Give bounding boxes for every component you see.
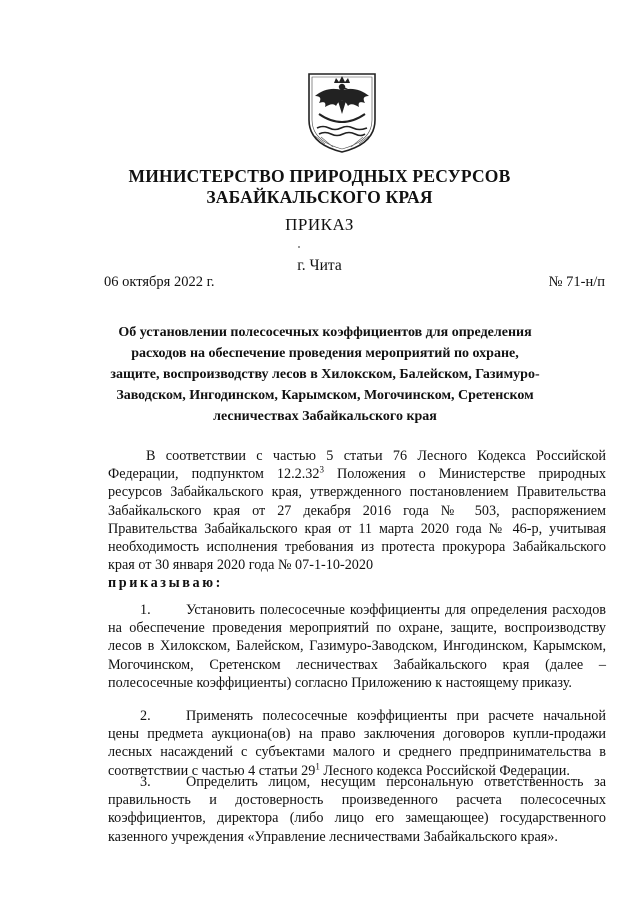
document-type: ПРИКАЗ: [285, 215, 354, 234]
item-number: 3.: [140, 774, 151, 790]
scan-speck: [298, 246, 300, 248]
item-text-after: Лесного кодекса Российской Федерации.: [319, 762, 570, 779]
preamble-superscript: 3: [319, 464, 324, 475]
item-text-before: Применять полесосечные коэффициенты при расчете начальной цены предмета аукциона(ов) на право заключения договоров купли-продажи лесных насаждений с субъектами малого и среднего предпринимательства в соответствии с частью 4 статьи 29: [108, 708, 606, 779]
city: г. Чита: [297, 257, 342, 274]
order-item-2: [108, 707, 606, 780]
preamble-paragraph: [108, 447, 606, 593]
item-text: Установить полесосечные коэффициенты для определения расходов на обеспечение проведения мероприятий по охране, защите, воспроизводству лесов в Хилокском, Балейском, Газимуро-Заводском, Ингодинском, Карымском, Могочинском, Сретенском лесничествах Забайкальского края (далее – полесосечные коэффициенты) согласно Приложению к настоящему приказу.: [108, 602, 606, 691]
directive-word: приказываю:: [108, 575, 223, 592]
item-number: 1.: [140, 602, 151, 618]
preamble-text-before: В соответствии с частью 5 статьи 76 Лесного Кодекса Российской Федерации, подпунктом 12.2.32: [108, 448, 606, 483]
order-item-3: [108, 773, 606, 846]
order-date: 06 октября 2022 г.: [104, 274, 215, 290]
item-text: Определить лицом, несущим персональную ответственность за правильность и достоверность произведенного расчета полесосечных коэффициентов, директора (либо лицо его замещающее) государственного казенного учреждения «Управление лесничествами Забайкальского края».: [108, 774, 606, 845]
ministry-name-line1: МИНИСТЕРСТВО ПРИРОДНЫХ РЕСУРСОВ: [128, 166, 511, 186]
preamble-text-after: Положения о Министерстве природных ресурсов Забайкальского края, утвержденного постановлением Правительства Забайкальского края от 27 декабря 2016 года № 503, распоряжением Правительства Забайкальского края от 11 марта 2020 года № 46-р, учитывая необходимость исполнения требования из протеста прокурора Забайкальского края от 30 января 2020 года № 07-1-10-2020: [108, 466, 607, 574]
order-number: № 71-н/п: [548, 274, 605, 290]
coat-of-arms-emblem: [303, 70, 381, 154]
order-item-1: [108, 601, 606, 692]
item-number: 2.: [140, 708, 151, 724]
item-superscript: 1: [315, 760, 320, 771]
order-subject-title: Об установлении полесосечных коэффициентов для определения расходов на обеспечение проведения мероприятий по охране, защите, воспроизводству лесов в Хилокском, Балейском, Газимуро-Заводском, Ингодинском, Карымском, Могочинском, Сретенском лесничествах Забайкальского края: [110, 325, 540, 424]
ministry-name-line2: ЗАБАЙКАЛЬСКОГО КРАЯ: [206, 187, 433, 207]
